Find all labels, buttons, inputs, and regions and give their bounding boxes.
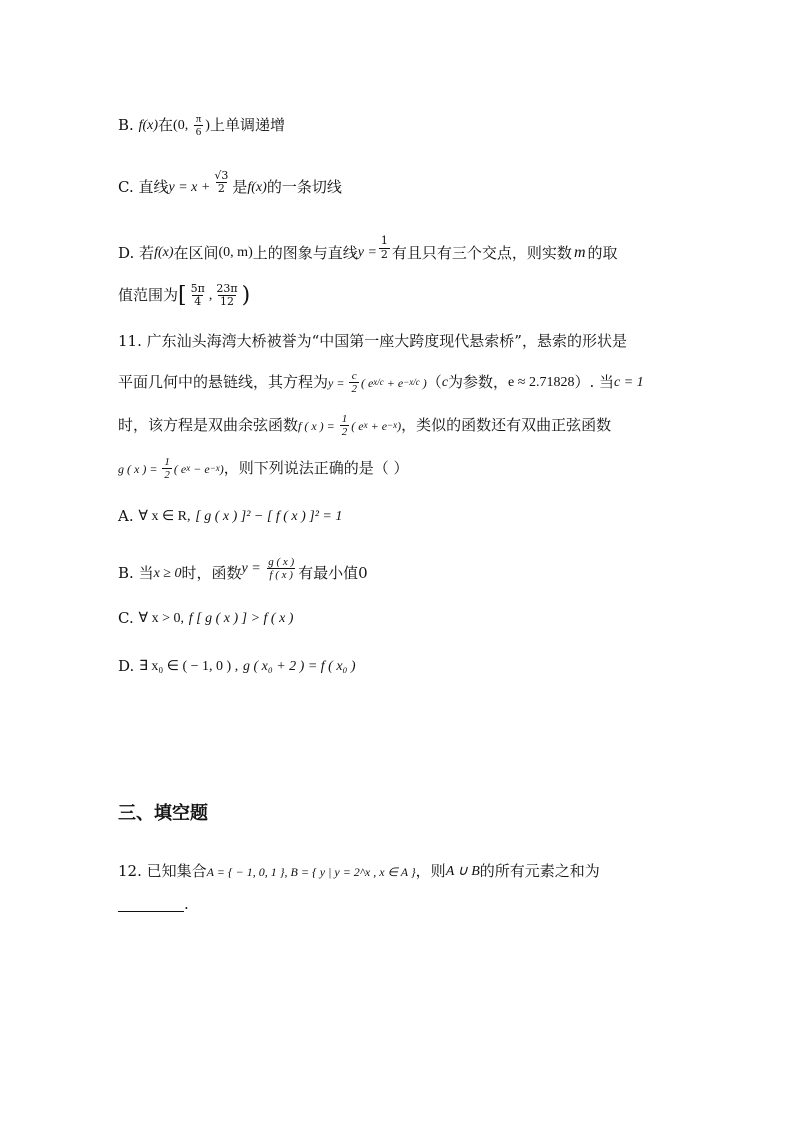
q11-option-c bbox=[118, 611, 293, 626]
option-label: B. bbox=[118, 116, 134, 135]
math-expr: y = $\frac{g ( x )}{f ( x )}$ bbox=[241, 556, 295, 582]
answer-blank[interactable] bbox=[118, 897, 184, 912]
numerator: 1 bbox=[380, 234, 388, 248]
math-fx: f(x) bbox=[247, 179, 267, 195]
text: 有且只有三个交点，则实数 bbox=[391, 243, 572, 262]
denominator: 12 bbox=[219, 295, 234, 309]
text: 值范围为 bbox=[118, 286, 179, 305]
q10-option-c bbox=[118, 169, 342, 197]
text: 当 bbox=[138, 564, 154, 583]
text: 平面几何中的悬链线，其方程为 bbox=[118, 373, 329, 392]
math-quantifier: ∀ x > 0, bbox=[138, 610, 184, 626]
text: 的所有元素之和为 bbox=[479, 862, 600, 880]
text: ，类似的函数还有双曲正弦函数 bbox=[401, 416, 612, 435]
bracket: ) bbox=[241, 282, 251, 308]
math-eq: y = $\frac{c}{2}$ ( e x/c + e −x/c ) bbox=[328, 370, 427, 396]
denominator: 2 bbox=[217, 182, 225, 196]
math-e: e ≈ 2.71828 bbox=[508, 374, 575, 390]
q11-stem-line2 bbox=[118, 370, 644, 395]
text: ，则下列说法正确的是（ ） bbox=[223, 459, 409, 478]
section-title: 三、填空题 bbox=[118, 803, 208, 824]
text: 的一条切线 bbox=[266, 178, 342, 197]
math-interval: (0, m) bbox=[218, 245, 253, 260]
text: 时，该方程是双曲余弦函数 bbox=[118, 416, 299, 435]
numerator: 23π bbox=[216, 282, 238, 295]
text: 11. 广东汕头海湾大桥被誉为“中国第一座大跨度现代悬索桥”，悬索的形状是 bbox=[118, 332, 627, 350]
text: 上单调递增 bbox=[209, 116, 285, 135]
text: 在区间 bbox=[173, 243, 219, 262]
math-fraction bbox=[214, 283, 239, 308]
text: 若 bbox=[139, 243, 155, 262]
math-gdef: g ( x ) = $\frac{1}{2}$ ( e x − e −x ) bbox=[118, 456, 224, 482]
math-union: A ∪ B bbox=[445, 863, 480, 879]
math-fx: f(x) bbox=[154, 245, 174, 260]
math-expr: [ g ( x ) ]² − [ f ( x ) ]² = 1 bbox=[195, 508, 343, 524]
math-fraction bbox=[379, 235, 390, 260]
bracket: [ bbox=[178, 282, 187, 308]
math-quantifier: ∃ x₀ ∈ ( − 1, 0 ) , bbox=[139, 658, 239, 674]
math-fdef: f ( x ) = $\frac{1}{2}$ ( e x + e −x ) bbox=[298, 413, 402, 439]
q11-stem-line3 bbox=[118, 413, 611, 438]
q12-stem-line1 bbox=[118, 864, 600, 879]
text: ，则 bbox=[415, 862, 446, 880]
text: 12. 已知集合 bbox=[118, 862, 207, 880]
math-fraction bbox=[189, 283, 207, 308]
q11-option-b bbox=[118, 556, 368, 583]
option-label: B. bbox=[118, 564, 134, 583]
math-sets: A = { − 1, 0, 1 }, B = { y | y = 2^x , x ∈ A } bbox=[206, 864, 416, 879]
q12-stem-line2 bbox=[118, 897, 189, 912]
math-interval: (0, $\frac{\pi}{6}$ ) bbox=[173, 113, 210, 139]
option-label: A. bbox=[118, 507, 134, 525]
text: 是 bbox=[232, 178, 248, 197]
denominator: 4 bbox=[194, 295, 202, 309]
math-ceq: c = 1 bbox=[614, 374, 644, 390]
text: 的取 bbox=[587, 243, 618, 262]
q11-option-a bbox=[118, 509, 342, 524]
text: 在 bbox=[158, 116, 174, 135]
numerator: 5π bbox=[190, 282, 205, 295]
q11-stem-line4 bbox=[118, 456, 409, 481]
option-label: C. bbox=[118, 609, 134, 627]
q11-stem-line1 bbox=[118, 334, 627, 349]
math-expr: f [ g ( x ) ] > f ( x ) bbox=[188, 610, 294, 626]
math-fraction bbox=[212, 170, 230, 195]
section-heading bbox=[118, 805, 208, 823]
q10-option-d-cont bbox=[118, 283, 250, 308]
text: 直线 bbox=[138, 178, 169, 197]
math-expr: y = bbox=[357, 245, 377, 260]
q10-option-b bbox=[118, 113, 285, 138]
math-fx: f(x) bbox=[138, 117, 159, 133]
option-label: C. bbox=[118, 178, 134, 197]
text: 有最小值0 bbox=[298, 564, 368, 583]
math-quantifier: ∀ x ∈ R, bbox=[138, 508, 191, 524]
text: （ bbox=[426, 373, 442, 392]
numerator: √3 bbox=[214, 169, 229, 182]
math-var: m bbox=[573, 244, 586, 261]
math-expr: g ( x₀ + 2 ) = f ( x₀ ) bbox=[242, 658, 356, 674]
option-label: D. bbox=[118, 657, 135, 675]
text: ）. 当 bbox=[574, 373, 614, 392]
q11-option-d bbox=[118, 659, 356, 674]
text: 时，函数 bbox=[181, 564, 242, 583]
math-cond: x ≥ 0 bbox=[153, 565, 182, 581]
math-expr: y = x + bbox=[168, 179, 211, 195]
text: 为参数， bbox=[448, 373, 509, 392]
text: 上的图象与直线 bbox=[252, 243, 358, 262]
math-c: c bbox=[441, 374, 449, 390]
comma: , bbox=[208, 287, 213, 303]
text: . bbox=[184, 895, 189, 913]
option-label: D. bbox=[118, 243, 135, 262]
q10-option-d bbox=[118, 234, 618, 262]
denominator: 2 bbox=[380, 247, 388, 261]
